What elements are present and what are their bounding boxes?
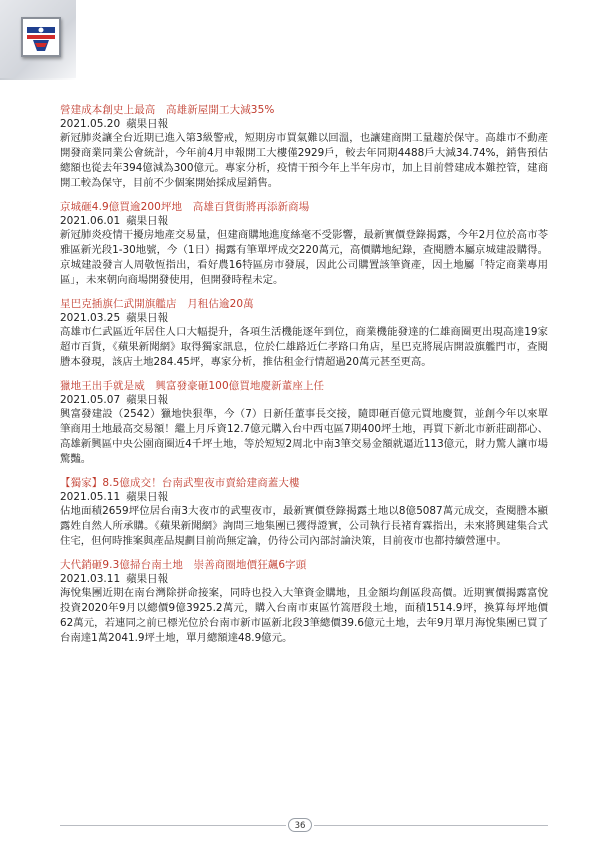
article-date: 2021.05.20 [60,118,121,130]
article-title: 星巴克插旗仁武開旗艦店 月租估逾20萬 [60,298,254,310]
article-title: 【獨家】8.5億成交！台南武聖夜市賣給建商蓋大樓 [60,477,300,489]
article-meta [60,490,548,504]
page-footer [0,818,600,832]
article-meta [60,214,548,228]
footer-line-right [314,825,548,826]
article-meta [60,572,548,586]
article-4 [60,379,548,467]
article-title: 營建成本創史上最高 高雄新屋開工大減35% [60,104,275,116]
article-3 [60,297,548,370]
article-body: 佔地面積2659坪位居台南3大夜市的武聖夜市，最新實價登錄揭露土地以8億5087萬元成交，查閱謄本顯露姓自然人所承購。《蘋果新聞網》詢問三地集團已獲得證實，公司執行長褚育霖指出，未來將興建集合式住宅，但何時推案與產品規劃目前尚無定論，仍待公司內部討論決策，目前夜市也都持續營運中。 [60,505,548,547]
article-date: 2021.03.11 [60,573,121,585]
article-title: 獵地王出手就是威 興富發豪砸100億買地慶新董座上任 [60,380,325,392]
article-source: 蘋果日報 [126,491,169,503]
article-body: 高雄市仁武區近年居住人口大幅提升，各項生活機能逐年到位，商業機能發達的仁雄商圈更出現高達19家超市百貨，《蘋果新聞網》取得獨家訊息，位於仁雄路近仁孝路口角店，星巴克將展店開設旗艦門市，查閱謄本發現，該店土地284.45坪，專家分析，推估租金行情超過20萬元甚至更高。 [60,326,548,368]
article-title: 京城砸4.9億買逾200坪地 高雄百貨街將再添新商場 [60,201,310,213]
publisher-logo [21,17,61,57]
article-body: 新冠肺炎疫情干擾房地產交易量，但建商購地進度絲毫不受影響，最新實價登錄揭露，今年2月位於高市苓雅區新光段1-30地號，今（1日）揭露有筆單坪成交220萬元，高價購地紀錄，查閱謄本屬京城建設購得。京城建設發言人周敬恆指出，看好農16特區房市發展，因此公司購置該筆資產，因土地屬「特定商業專用區」，未來朝向商場開發使用，但開發時程未定。 [60,229,548,286]
article-title: 大代銷砸9.3億掃台南土地 崇善商圈地價狂飆6字頭 [60,559,307,571]
article-5 [60,476,548,549]
article-date: 2021.06.01 [60,215,121,227]
article-source: 蘋果日報 [126,394,169,406]
article-list [60,103,548,655]
article-source: 蘋果日報 [126,118,169,130]
article-date: 2021.03.25 [60,312,121,324]
article-meta [60,117,548,131]
article-date: 2021.05.11 [60,491,121,503]
logo-emblem-icon [23,19,59,55]
article-meta [60,311,548,325]
article-1 [60,103,548,191]
article-body: 海悅集團近期在南台灣除拼命接案，同時也投入大筆資金購地，且金額均創區段高價。近期實價揭露富悅投資2020年9月以總價9億3925.2萬元，購入台南市東區竹篙厝段土地，面積1514.9坪，換算每坪地價62萬元，若連同之前已標光位於台南市新市區新北段3筆總價39.6億元土地，去年9月單月海悅集團已買了台南達1萬2041.9坪土地，單月總額達48.9億元。 [60,587,548,644]
article-2 [60,200,548,288]
article-body: 興富發建設（2542）獵地快狠準，今（7）日新任董事長交接，隨即砸百億元買地慶賀，並創今年以來單筆商用土地最高交易額！繼上月斥資12.7億元購入台中西屯區7期400坪土地，再買下新北市新莊副都心、高雄新興區中央公園商圈近4千坪土地，等於短短2周北中南3筆交易金額就逼近113億元，財力驚人讓市場驚豔。 [60,408,548,465]
article-body: 新冠肺炎讓全台近期已進入第3級警戒，短期房市買氣難以回溫，也讓建商開工量趨於保守。高雄市不動產開發商業同業公會統計，今年前4月申報開工大樓僅2929戶，較去年同期4488戶大減34.74%，銷售預估總額也從去年394億減為300億元。專家分析，疫情干預今年上半年房市，加上目前營建成本難控管，建商開工較為保守，目前不少個案開始採成屋銷售。 [60,132,548,189]
header-divider [0,78,76,80]
article-source: 蘋果日報 [126,215,169,227]
article-meta [60,393,548,407]
article-source: 蘋果日報 [126,312,169,324]
article-6 [60,558,548,646]
article-source: 蘋果日報 [126,573,169,585]
page-number: 36 [288,818,312,832]
footer-line-left [60,825,286,826]
article-date: 2021.05.07 [60,394,121,406]
